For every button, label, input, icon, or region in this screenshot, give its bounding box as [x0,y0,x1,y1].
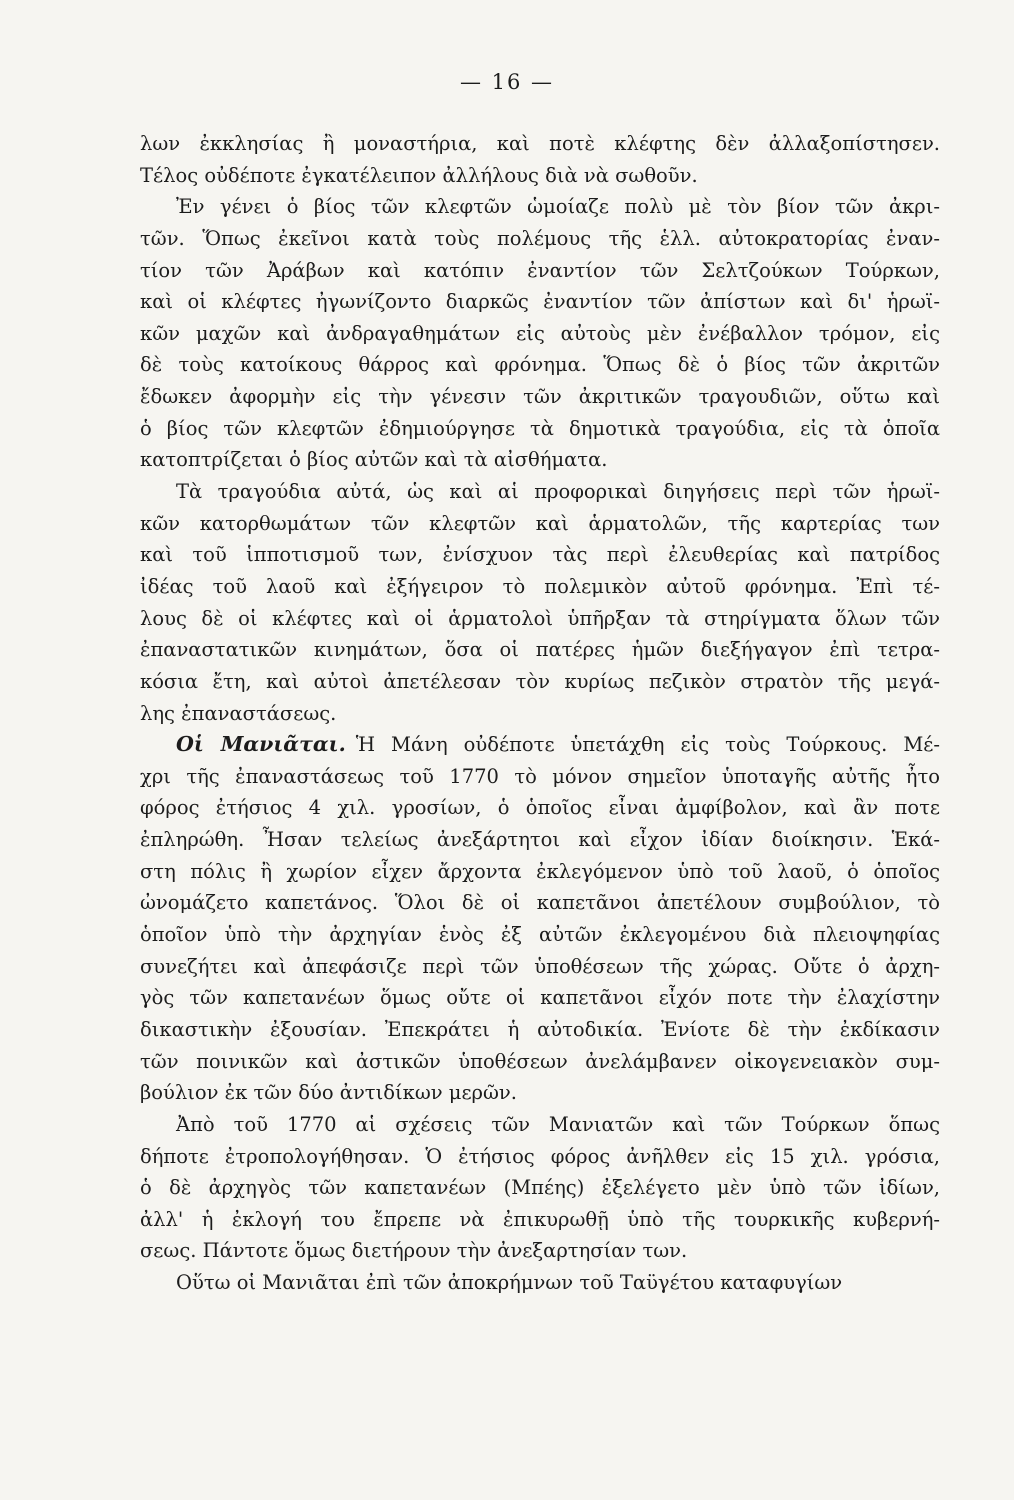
text-line [140,286,940,318]
line-text: Ἐν γένει ὁ βίος τῶν κλεφτῶν ὡμοίαζε πολὺ μὲ τὸν βίον τῶν ἀκρι- [176,195,940,219]
line-text: χρι τῆς ἐπαναστάσεως τοῦ 1770 τὸ μόνον σημεῖον ὑποταγῆς αὐτῆς ἦτο [140,764,940,788]
line-text: λους δὲ οἱ κλέφτες καὶ οἱ ἁρματολοὶ ὑπῆρξαν τὰ στηρίγματα ὅλων τῶν [140,606,940,630]
body-text [140,128,940,1299]
text-line [140,349,940,381]
line-text: καὶ οἱ κλέφτες ἠγωνίζοντο διαρκῶς ἐναντίον τῶν ἀπίστων καὶ δι' ἡρωϊ- [140,290,940,314]
line-text: ἐπληρώθη. Ἦσαν τελείως ἀνεξάρτητοι καὶ εἶχον ἰδίαν διοίκησιν. Ἑκά- [140,828,940,852]
line-text: ἀλλ' ἡ ἐκλογή του ἔπρεπε νὰ ἐπικυρωθῇ ὑπὸ τῆς τουρκικῆς κυβερνή- [140,1207,940,1231]
text-line [140,761,940,793]
text-line [140,539,940,571]
text-line [140,729,940,761]
text-line [140,603,940,635]
text-line [140,792,940,824]
text-line [140,223,940,255]
text-line [140,824,940,856]
text-line [140,1014,940,1046]
line-text: κῶν μαχῶν καὶ ἀνδραγαθημάτων εἰς αὐτοὺς μὲν ἐνέβαλλον τρόμον, εἰς [140,321,940,345]
line-text: γὸς τῶν καπετανέων ὅμως οὔτε οἱ καπετᾶνοι εἶχόν ποτε τὴν ἐλαχίστην [140,986,940,1010]
text-line [140,1077,940,1109]
line-text: Τέλος οὐδέποτε ἐγκατέλειπον ἀλλήλους διὰ νὰ σωθοῦν. [140,163,698,187]
line-text: ὠνομάζετο καπετάνος. Ὅλοι δὲ οἱ καπετᾶνοι ἀπετέλουν συμβούλιον, τὸ [140,891,940,915]
line-text: καὶ τοῦ ἱπποτισμοῦ των, ἐνίσχυον τὰς περὶ ἐλευθερίας καὶ πατρίδος [140,543,940,567]
line-text: Τὰ τραγούδια αὐτά, ὡς καὶ αἱ προφορικαὶ διηγήσεις περὶ τῶν ἡρωϊ- [176,480,940,504]
text-line [140,1172,940,1204]
text-line [140,919,940,951]
text-line [140,476,940,508]
text-line [140,571,940,603]
line-text: ὁ δὲ ἀρχηγὸς τῶν καπετανέων (Μπέης) ἐξελέγετο μὲν ὑπὸ τῶν ἰδίων, [140,1176,940,1200]
line-text: λης ἐπαναστάσεως. [140,701,337,725]
page-number: — 16 — [459,70,555,94]
line-text: Ἡ Μάνη οὐδέποτε ὑπετάχθη εἰς τοὺς Τούρκους. Μέ- [355,733,940,757]
text-line [140,698,940,730]
line-text: κῶν κατορθωμάτων τῶν κλεφτῶν καὶ ἁρματολῶν, τῆς καρτερίας των [140,511,940,535]
text-line [140,634,940,666]
line-text: δικαστικὴν ἐξουσίαν. Ἐπεκράτει ἡ αὐτοδικία. Ἐνίοτε δὲ τὴν ἐκδίκασιν [140,1017,940,1041]
text-line [140,318,940,350]
text-line [140,191,940,223]
line-text: τίον τῶν Ἀράβων καὶ κατόπιν ἐναντίον τῶν Σελτζούκων Τούρκων, [140,258,940,282]
line-text: ἐπαναστατικῶν κινημάτων, ὅσα οἱ πατέρες ἡμῶν διεξήγαγον ἐπὶ τετρα- [140,638,940,662]
line-text: κατοπτρίζεται ὁ βίος αὐτῶν καὶ τὰ αἰσθήματα. [140,448,608,472]
line-text: βούλιον ἐκ τῶν δύο ἀντιδίκων μερῶν. [140,1081,517,1105]
text-line [140,1235,940,1267]
text-line [140,508,940,540]
line-text: ὁποῖον ὑπὸ τὴν ἀρχηγίαν ἑνὸς ἐξ αὐτῶν ἐκλεγομένου διὰ πλειοψηφίας [140,923,940,947]
text-line [140,444,940,476]
text-line [140,951,940,983]
text-line [140,666,940,698]
text-line [140,1109,940,1141]
text-line [140,1204,940,1236]
line-text: λων ἐκκλησίας ἢ μοναστήρια, καὶ ποτὲ κλέφτης δὲν ἀλλαξοπίστησεν. [140,132,940,155]
text-line [140,160,940,192]
line-text: σεως. Πάντοτε ὅμως διετήρουν τὴν ἀνεξαρτησίαν των. [140,1239,688,1263]
line-text: κόσια ἔτη, καὶ αὐτοὶ ἀπετέλεσαν τὸν κυρίως πεζικὸν στρατὸν τῆς μεγά- [140,669,940,693]
line-text: Οὕτω οἱ Μανιᾶται ἐπὶ τῶν ἀποκρήμνων τοῦ Ταϋγέτου καταφυγίων [176,1271,843,1295]
line-text: στη πόλις ἢ χωρίον εἶχεν ἄρχοντα ἐκλεγόμενον ὑπὸ τοῦ λαοῦ, ὁ ὁποῖος [140,859,940,883]
text-line [140,1267,940,1299]
line-text: τῶν. Ὅπως ἐκεῖνοι κατὰ τοὺς πολέμους τῆς ἑλλ. αὐτοκρατορίας ἐναν- [140,226,940,250]
line-text: δήποτε ἐτροπολογήθησαν. Ὁ ἐτήσιος φόρος ἀνῆλθεν εἰς 15 χιλ. γρόσια, [140,1144,940,1168]
text-line [140,887,940,919]
line-text: ὁ βίος τῶν κλεφτῶν ἐδημιούργησε τὰ δημοτικὰ τραγούδια, εἰς τὰ ὁποῖα [140,416,940,440]
line-text: συνεζήτει καὶ ἀπεφάσιζε περὶ τῶν ὑποθέσεων τῆς χώρας. Οὔτε ὁ ἀρχη- [140,954,940,978]
line-text: Ἀπὸ τοῦ 1770 αἱ σχέσεις τῶν Μανιατῶν καὶ τῶν Τούρκων ὅπως [176,1112,940,1136]
text-line [140,381,940,413]
text-line [140,982,940,1014]
text-line [140,255,940,287]
text-line [140,128,940,160]
line-text: ἔδωκεν ἀφορμὴν εἰς τὴν γένεσιν τῶν ἀκριτικῶν τραγουδιῶν, οὕτω καὶ [140,385,940,409]
text-line [140,1046,940,1078]
section-heading: Οἱ Μανιᾶται. [176,732,346,757]
text-line [140,413,940,445]
line-text: τῶν ποινικῶν καὶ ἀστικῶν ὑποθέσεων ἀνελάμβανεν οἰκογενειακὸν συμ- [140,1049,940,1073]
text-line [140,1141,940,1173]
line-text: φόρος ἐτήσιος 4 χιλ. γροσίων, ὁ ὁποῖος εἶναι ἀμφίβολον, καὶ ἂν ποτε [140,796,940,820]
line-text: δὲ τοὺς κατοίκους θάρρος καὶ φρόνημα. Ὅπως δὲ ὁ βίος τῶν ἀκριτῶν [140,353,940,377]
text-line [140,856,940,888]
line-text: ἰδέας τοῦ λαοῦ καὶ ἐξήγειρον τὸ πολεμικὸν αὐτοῦ φρόνημα. Ἐπὶ τέ- [140,574,940,598]
